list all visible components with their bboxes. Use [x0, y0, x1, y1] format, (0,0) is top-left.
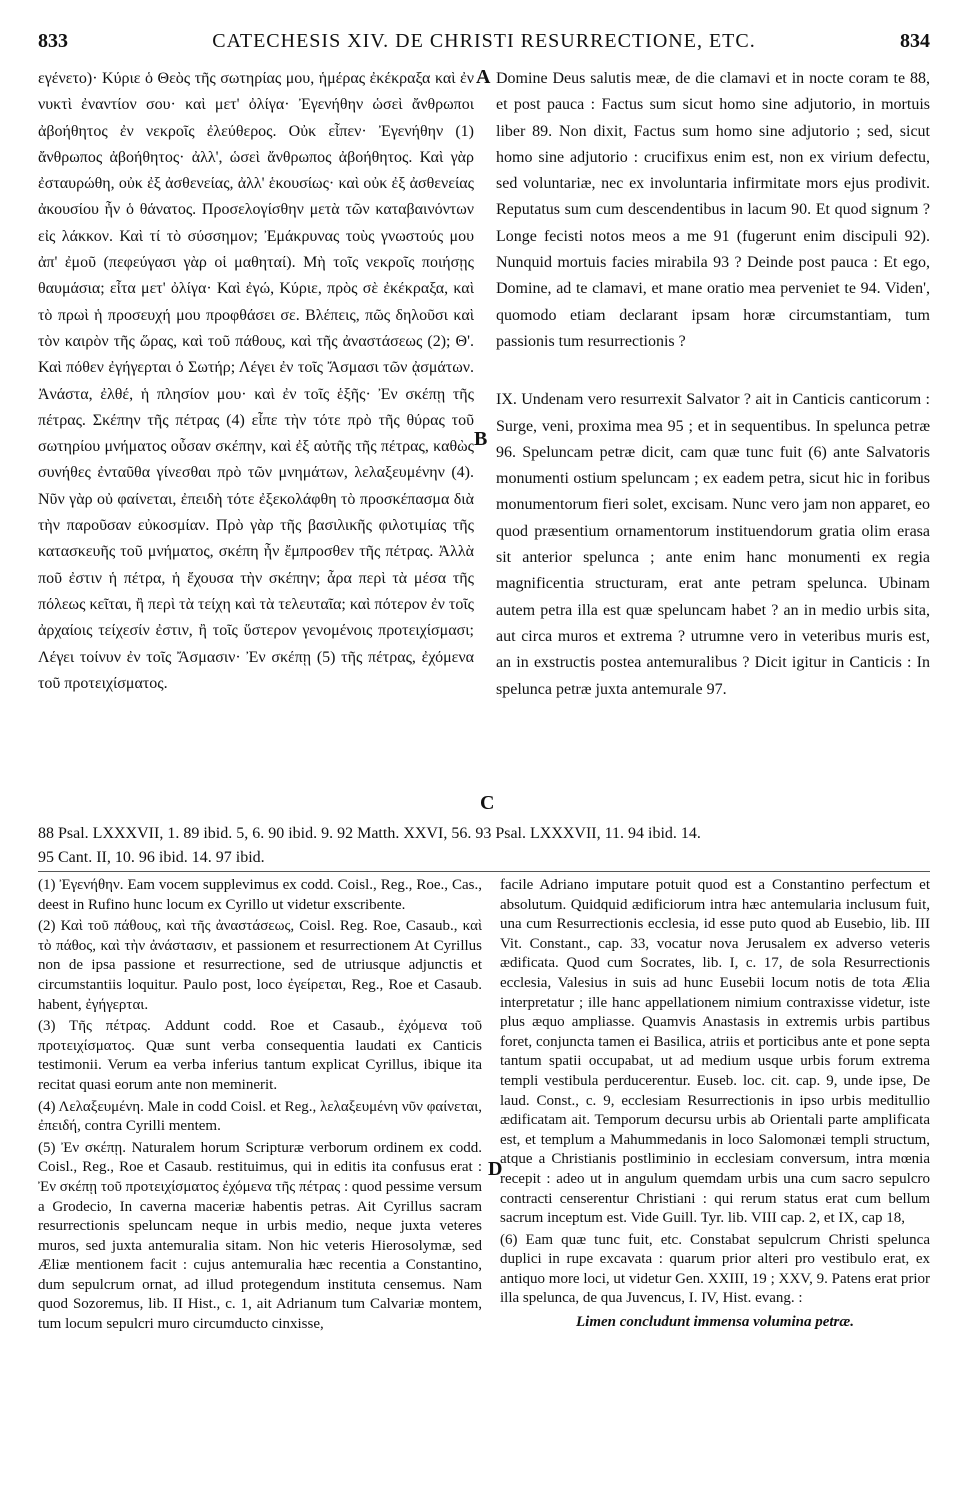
margin-letter-b: B [474, 428, 488, 450]
greek-column [38, 66, 474, 697]
running-title: CATECHESIS XIV. DE CHRISTI RESURRECTIONE, ETC. [212, 30, 756, 52]
right-page-number: 834 [900, 30, 930, 52]
left-page-number: 833 [38, 30, 68, 52]
footnotes-right-column [500, 876, 930, 1333]
latin-column [496, 66, 930, 703]
running-header [38, 30, 930, 58]
latin-paragraph-1: Domine Deus salutis meæ, de die clamavi et in nocte coram te 88, et post pauca : Factus sum sicut homo sine adjutorio, in mortuis liber 89. Non dixit, Factus sum homo sine adjutorio ; sed, sicut homo sine adjutorio : crucifixus enim est, non ex virium defectu, sed voluntariæ, nec ex involuntaria infirmitate mors ejus prodivit. Reputatus sum cum descendentibus in lacum 90. Et quod signum ? Longe fecisti notos meos a me 91 (fugerunt enim discipuli 92). Nunquid mortuis facies mirabila 93 ? Deinde post pauca : Et ego, Domine, ad te clamavi, et mane oratio mea perveniet te 94. Viden', quomodo etiam declarant ipsam horæ circumstantiam, tum passionis tum resurrectionis ? [496, 70, 930, 350]
margin-letter-a: A [476, 66, 491, 88]
latin-paragraph-2: IX. Undenam vero resurrexit Salvator ? ait in Canticis canticorum : Surge, veni, proxima mea 95 ; et in sequentibus. In spelunca petræ 96. Speluncam petræ dicit, cam quæ tunc fuit (6) ante Salvatoris monumenti ostium speluncam ; ex eadem petra, sicut hic in foribus monumentorum fieri solet, excisam. Nunc vero jam non apparet, eo quod præsentium ornamentorum instituendorum gratia olim erasa sit anterior spelunca ; ante enim hanc monumenti ex regia magnificentia structuram, erat ante petram spelunca. Ubinam autem petra illa est quæ speluncam habet ? an in medio urbis sita, aut circa muros et extrema ? utrumne vero in veteribus muris est, an in exstructis postea antemuralibus ? Dicit igitur in Canticis : In spelunca petræ juxta antemurale 97. [496, 391, 930, 698]
footnote-5: (5) Ἐν σκέπῃ. Naturalem horum Scripturæ verborum ordinem ex codd. Coisl., Reg., Roe et Casaub. restituimus, qui in editis ita confusus erat : Ἐν σκέπῃ τοῦ προτειχίσματος ἐχόμενα τῆς πέτρας : quod pessime versum a Grodecio, In caverna maceriæ habentis petras. Ait Cyrillus sacram resurrectionis speluncam neque in urbis medio, neque juxta veteres muros, sed juxta antemuralia sitam. Non hic veteris Hierosolymæ, sed Æliæ mentionem facit : cujus antemuralia hæc recentia a Constantino, dum sepulcrum ornat, ad illud protegendum instituta censemus. Nam quod Sozoremus, lib. II Hist., c. 1, ait Adrianum tum Calvariæ montem, tum locum sepulcri muro circumducto cinxisse, [38, 1139, 482, 1333]
footnote-2: (2) Καὶ τοῦ πάθους, καὶ τῆς ἀναστάσεως, Coisl. Reg. Roe, Casaub., καὶ τὸ πάθος, καὶ τὴν ἀνάστασιν, et passionem et resurrectionem At Cyrillus non de ipsa passione et resurrectione, sed de utriusque adjunctis et circumstantiis loquitur. Paulo post, loco ἐγείρεται, Reg., Roe et Casaub. habent, ἐγήγερται. [38, 918, 482, 1013]
quoted-verse: Limen concludunt immensa volumina petræ. [576, 1314, 854, 1331]
footnotes-left-column [38, 876, 482, 1337]
greek-text: εγένετο)· Κύριε ὁ Θεὸς τῆς σωτηρίας μου, ἡμέρας ἐκέκραξα καὶ ἐν νυκτὶ ἐναντίον σου· καὶ μετ' ὀλίγα· Ἐγενήθην ὡσεὶ ἄνθρωποι ἀβοήθητος ἐν νεκροῖς ἐλεύθερος. Οὐκ εἶπεν· Ἐγενήθην (1) ἄνθρωπος ἀβοήθητος· ἀλλ', ὡσεὶ ἄνθρωπος ἀβοήθητος. Καὶ γὰρ ἐσταυρώθη, οὐκ ἐξ ἀσθενείας, ἀλλ' ἑκουσίως· καὶ οὐκ ἐξ ἀσθενείας ἀκουσίου ἦν ὁ θάνατος. Προσελογίσθην μετὰ τῶν καταβαινόντων εἰς λάκκον. Καὶ τί τὸ σύσσημον; Ἐμάκρυνας τοὺς γνωστούς μου ἀπ' ἐμοῦ (πεφεύγασι γὰρ οἱ μαθηταί). Μὴ τοῖς νεκροῖς ποιήσῃς θαυμάσια; εἶτα μετ' ὀλίγα· Καὶ ἐγώ, Κύριε, πρὸς σὲ ἐκέκραξα, καὶ τὸ πρωὶ ἡ προσευχή μου προφθάσει σε. Βλέπεις, πῶς δηλοῦσι καὶ τὸν καιρὸν τῆς ὥρας, καὶ τοῦ πάθους, καὶ τῆς ἀναστάσεως (2); Θ'. Καὶ πόθεν ἐγήγερται ὁ Σωτήρ; Λέγει ἐν τοῖς Ἄσμασι τῶν ᾀσμάτων. Ἀνάστα, ἐλθέ, ἡ πλησίον μου· καὶ ἐν τοῖς ἑξῆς· Ἐν σκέπῃ τῆς πέτρας. Σκέπην τῆς πέτρας (4) εἶπε τὴν τότε πρὸ τῆς θύρας τοῦ σωτηρίου μνήματος οὖσαν σκέπην, καὶ ἐξ αὐτῆς τῆς πέτρας, καθὼς συνήθες ἐνταῦθα γίνεσθαι πρὸ τῶν μνημάτων, λελαξευμένην (4). Νῦν γὰρ οὐ φαίνεται, ἐπειδὴ τότε ἐξεκολάφθη τὸ προσκέπασμα διὰ τὴν παροῦσαν εὐκοσμίαν. Πρὸ γὰρ τῆς βασιλικῆς φιλοτιμίας τῆς κατασκευῆς τοῦ μνήματος, σκέπη ἦν ἔμπροσθεν τῆς πέτρας. Ἀλλὰ ποῦ ἐστιν ἡ πέτρα, ἡ ἔχουσα τὴν σκέπην; ἆρα περὶ τὰ μέσα τῆς πόλεως κεῖται, ἢ περὶ τὰ τείχη καὶ τὰ τελευταῖα; καὶ πότερον ἐν τοῖς ἀρχαίοις τείχεσίν ἐστιν, ἢ τοῖς ὕστερον γενομένοις προτειχίσμασι; Λέγει τοίνυν ἐν τοῖς Ἄσμασιν· Ἐν σκέπῃ (5) τῆς πέτρας, ἐχόμενα τοῦ προτειχίσματος. [38, 70, 474, 692]
footnote-1: (1) Ἐγενήθην. Eam vocem supplevimus ex codd. Coisl., Reg., Roe., Cas., deest in Rufino hunc locum ex Cyrillo ut videtur exscribente. [38, 877, 482, 913]
footnote-4: (4) Λελαξευμένη. Male in codd Coisl. et Reg., λελαξευμένη νῦν φαίνεται, ἐπειδή, contra Cyrilli mentem. [38, 1098, 482, 1135]
reference-line-1: 88 Psal. LXXXVII, 1. 89 ibid. 5, 6. 90 ibid. 9. 92 Matth. XXVI, 56. 93 Psal. LXXXVII, 11. 94 ibid. 14. [38, 825, 701, 842]
footnote-3: (3) Τῆς πέτρας. Addunt codd. Roe et Casaub., ἐχόμενα τοῦ προτειχίσματος. Quæ sunt verba consequentia laudati ex Canticis testimonii. Verum ea verba inferius tantum explicat Cyrillus, ibique ita recitat quasi eorum ante non meminerit. [38, 1018, 482, 1093]
margin-letter-d: D [488, 1158, 503, 1180]
margin-letter-c: C [480, 792, 495, 814]
footnote-5-continued: facile Adriano imputare potuit quod est a Constantino perfectum et absolutum. Quidquid ædificiorum intra hæc antemularia inclusum fuit, una cum Resurrectionis ecclesia, id esse puto quod ab Eusebio, lib. III Vit. Constant., cap. 33, vocatur nova Jerusalem ex adverso veteris ædificata. Quod cum Socrates, lib. I, c. 17, de sola Resurrectionis ecclesia, Valesius in suis ad hunc Eusebii locum notis de tota Ælia interpretatur ; ille hanc appellationem nimium contraxisse videtur, iste plus æquo ampliasse. Quamvis Anastasis in extremis urbis partibus foret, conjuncta tamen ei Basilica, atriis et porticibus ante et pone septa tantum spatii occupabat, ut ad medium usque urbis forum extrema templi vestibula perducerentur. Euseb. loc. cit. cap. 9, unde ipse, De laud. Const., c. 9, ecclesiam Resurrectionis in ipso urbis meditullio ædificatam ait. Temporum decursu urbis ab Orientali parte amplificata est, et templum a Mahummedanis in loco Salomonæi templi structum, atque a Christianis postliminio in ecclesiam conversum, intra mœnia recepit : adeo ut in angulum quemdam urbis una cum sacro sepulcro contracti censerentur Christiani : qui rerum status erat cum bellum sacrum inceptum est. Vide Guill. Tyr. lib. VIII cap. 2, et IX, cap 18, [500, 877, 930, 1227]
footnote-divider [38, 871, 930, 872]
scripture-references [38, 822, 930, 870]
footnote-6: (6) Eam quæ tunc fuit, etc. Constabat sepulcrum Christi spelunca duplici in rupe excavata : quarum prior alteri pro vestibulo erat, ex antiquo more loci, ut videtur Gen. XXIII, 19 ; XXV, 9. Patens erat prior illa spelunca, de qua Juvencus, I. IV, Hist. evang. : [500, 1231, 930, 1307]
reference-line-2: 95 Cant. II, 10. 96 ibid. 14. 97 ibid. [38, 849, 265, 866]
